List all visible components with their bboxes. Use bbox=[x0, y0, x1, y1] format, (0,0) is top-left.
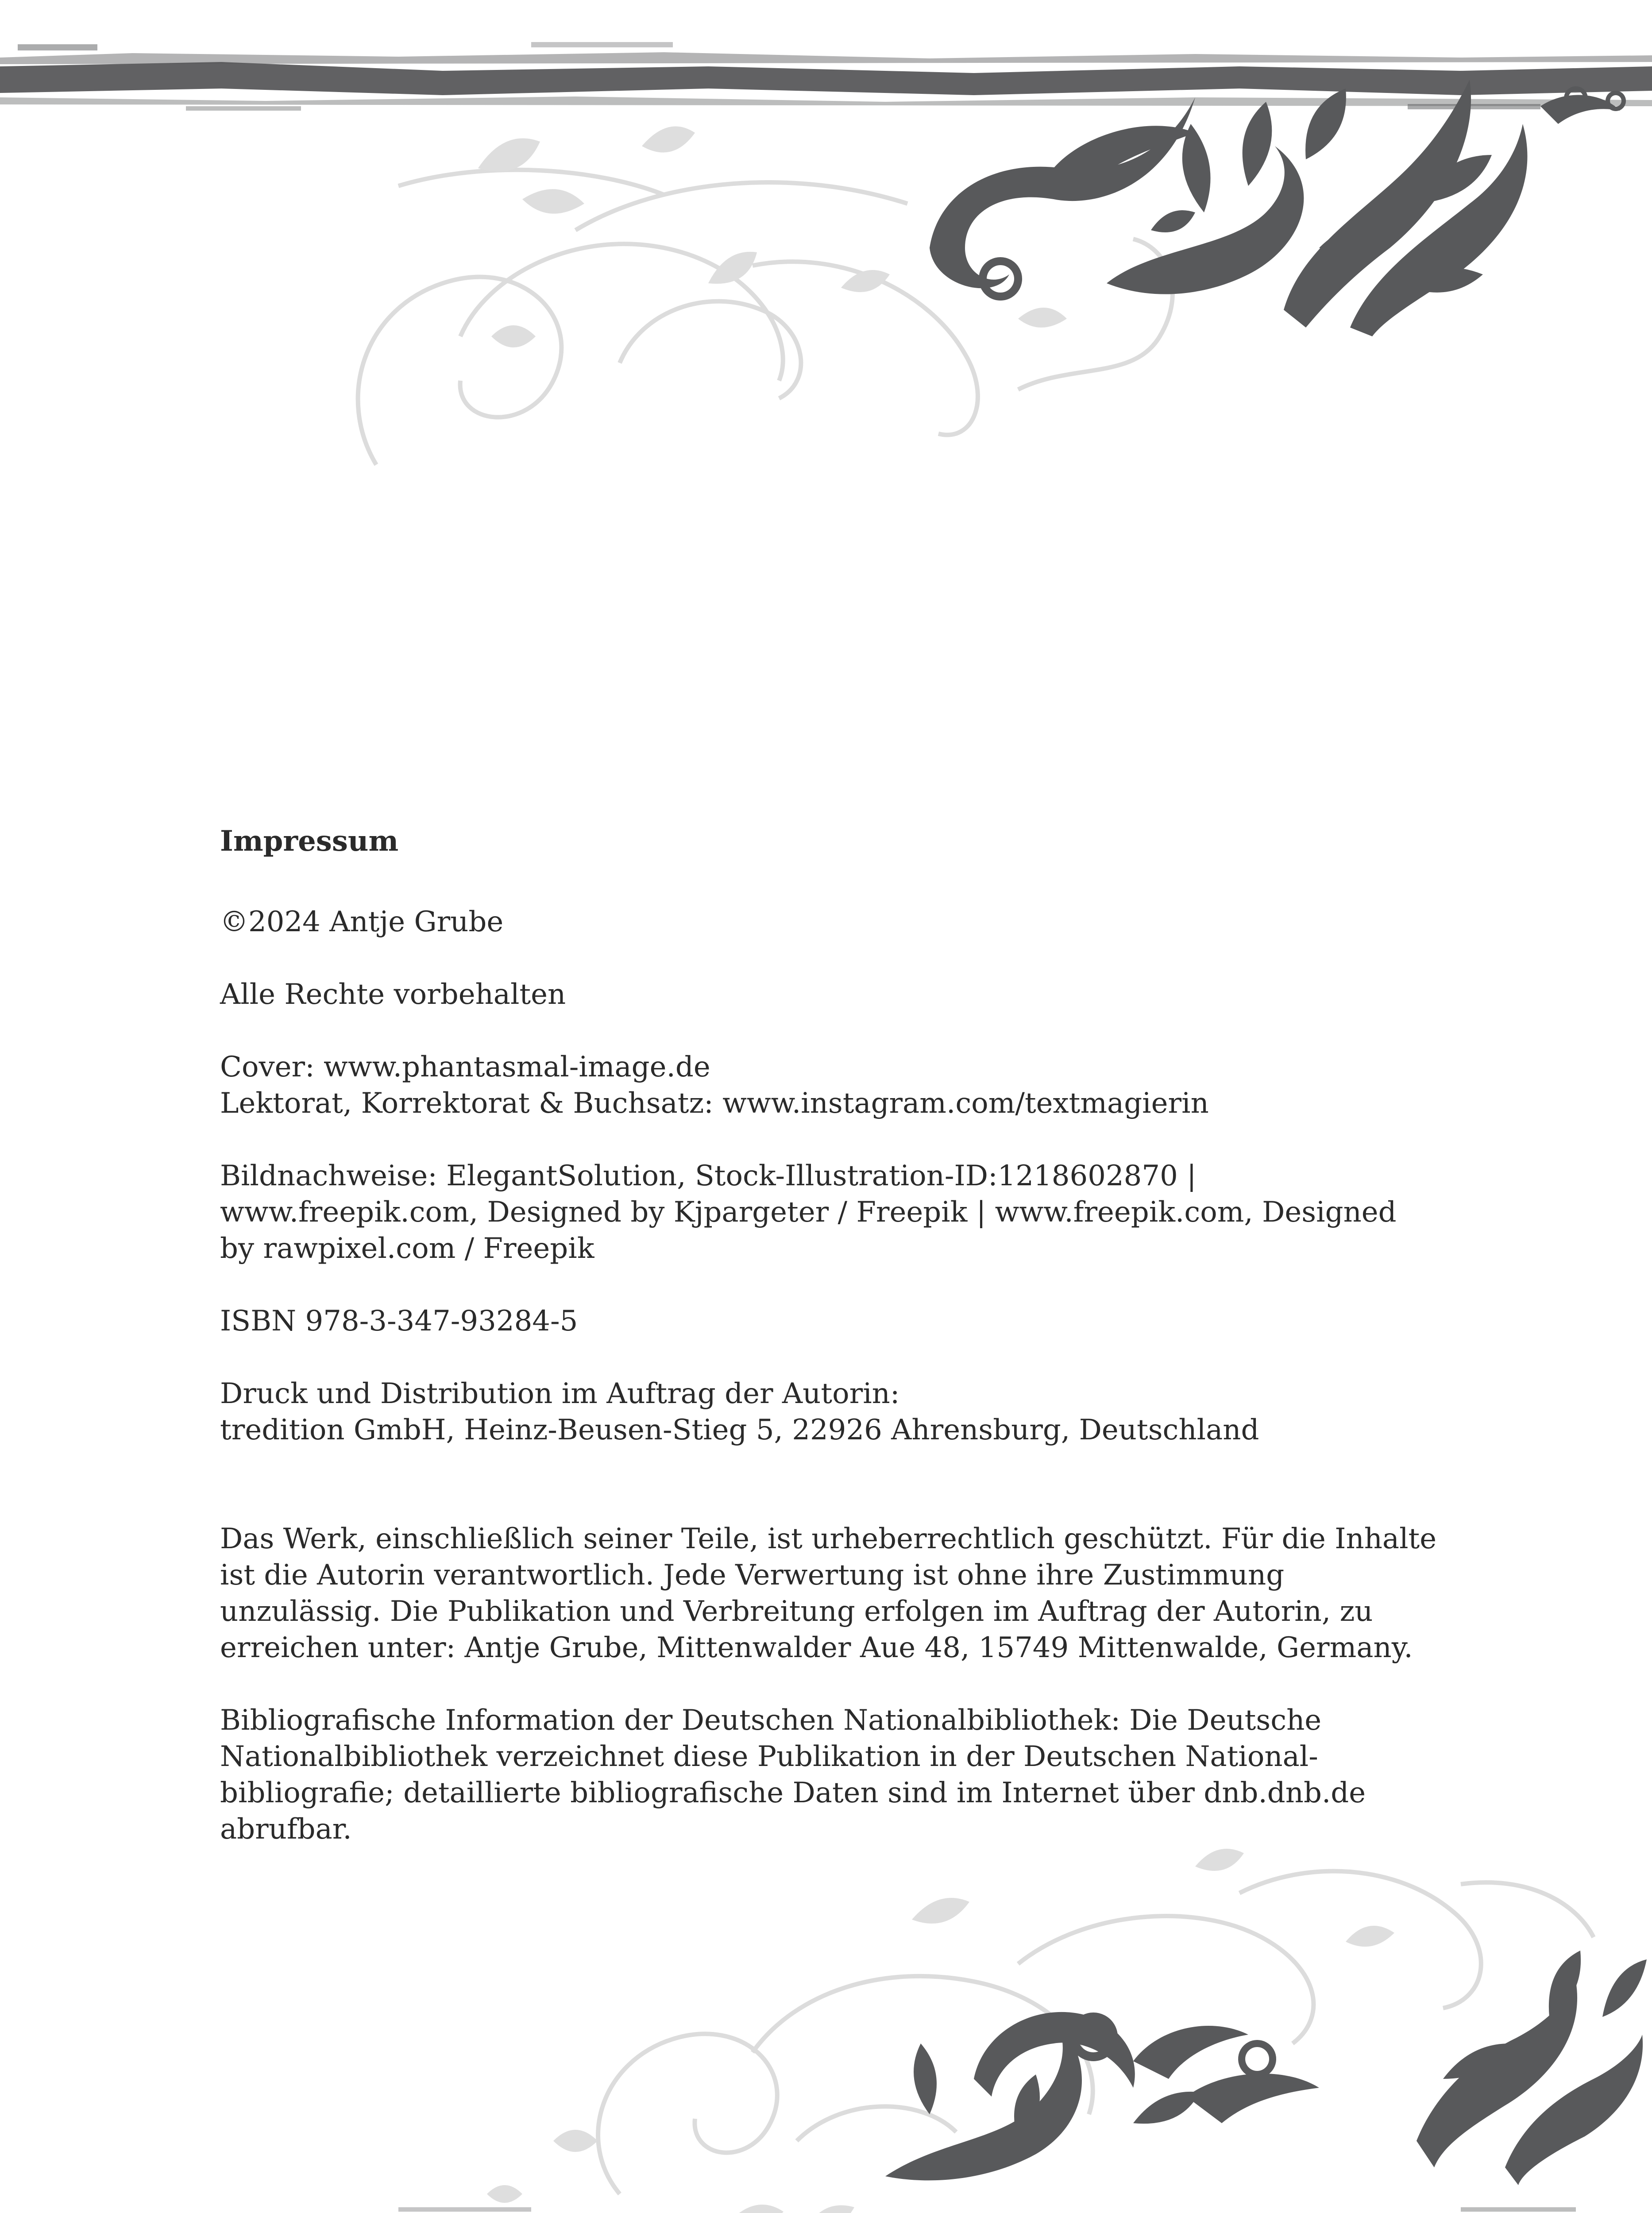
light-swirls-bottom bbox=[598, 1871, 1594, 2194]
rights-line: Alle Rechte vorbehalten bbox=[220, 978, 566, 1011]
impressum-title: Impressum bbox=[220, 825, 399, 858]
dark-flourish-bottom bbox=[885, 1951, 1647, 2185]
cover-credit: Cover: www.phantasmal-image.de bbox=[220, 1051, 710, 1083]
print-distribution-line: tredition GmbH, Heinz-Beusen-Stieg 5, 22926 Ahrensburg, Deutschland bbox=[220, 1414, 1259, 1446]
bibliographic-line: abrufbar. bbox=[220, 1813, 352, 1846]
top-floral-ornament bbox=[0, 0, 1652, 491]
bibliographic-line: Bibliografische Information der Deutschen Nationalbibliothek: Die Deutsche bbox=[220, 1704, 1322, 1737]
print-distribution-line: Druck und Distribution im Auftrag der Autorin: bbox=[220, 1377, 900, 1410]
legal-notice-line: erreichen unter: Antje Grube, Mittenwalder Aue 48, 15749 Mittenwalde, Germany. bbox=[220, 1631, 1413, 1664]
light-swirls-top bbox=[358, 170, 1173, 465]
legal-notice-block bbox=[220, 1521, 1437, 1666]
legal-notice-line: ist die Autorin verantwortlich. Jede Verwertung ist ohne ihre Zustimmung bbox=[220, 1559, 1285, 1592]
editing-credit: Lektorat, Korrektorat & Buchsatz: www.instagram.com/textmagierin bbox=[220, 1087, 1209, 1120]
bibliographic-line: bibliografie; detaillierte bibliografische Daten sind im Internet über dnb.dnb.de bbox=[220, 1777, 1366, 1809]
image-credits-line: www.freepik.com, Designed by Kjpargeter / Freepik | www.freepik.com, Designed bbox=[220, 1196, 1397, 1229]
image-credits-line: by rawpixel.com / Freepik bbox=[220, 1232, 594, 1265]
isbn-line: ISBN 978-3-347-93284-5 bbox=[220, 1305, 578, 1338]
image-credits-block bbox=[220, 1158, 1397, 1267]
grunge-bar-top bbox=[0, 42, 1652, 111]
image-credits-line: Bildnachweise: ElegantSolution, Stock-Illustration-ID:1218602870 | bbox=[220, 1160, 1197, 1192]
impressum-content bbox=[220, 823, 1437, 1884]
print-distribution-block bbox=[220, 1376, 1397, 1448]
bibliographic-block bbox=[220, 1702, 1397, 1847]
legal-notice-line: unzulässig. Die Publikation und Verbreitung erfolgen im Auftrag der Autorin, zu bbox=[220, 1595, 1373, 1628]
light-leaves-bottom bbox=[487, 1849, 1394, 2213]
dark-flourish-top bbox=[930, 80, 1624, 336]
legal-notice-line: Das Werk, einschließlich seiner Teile, ist urheberrechtlich geschützt. Für die Inhalte bbox=[220, 1523, 1437, 1555]
copyright-line: ©2024 Antje Grube bbox=[220, 906, 504, 938]
light-leaves-top bbox=[478, 126, 1067, 347]
bibliographic-line: Nationalbibliothek verzeichnet diese Publikation in der Deutschen National- bbox=[220, 1740, 1318, 1773]
credits-block bbox=[220, 1049, 1397, 1122]
grunge-bar-bottom bbox=[0, 2207, 1652, 2213]
bottom-floral-ornament bbox=[0, 1831, 1652, 2213]
